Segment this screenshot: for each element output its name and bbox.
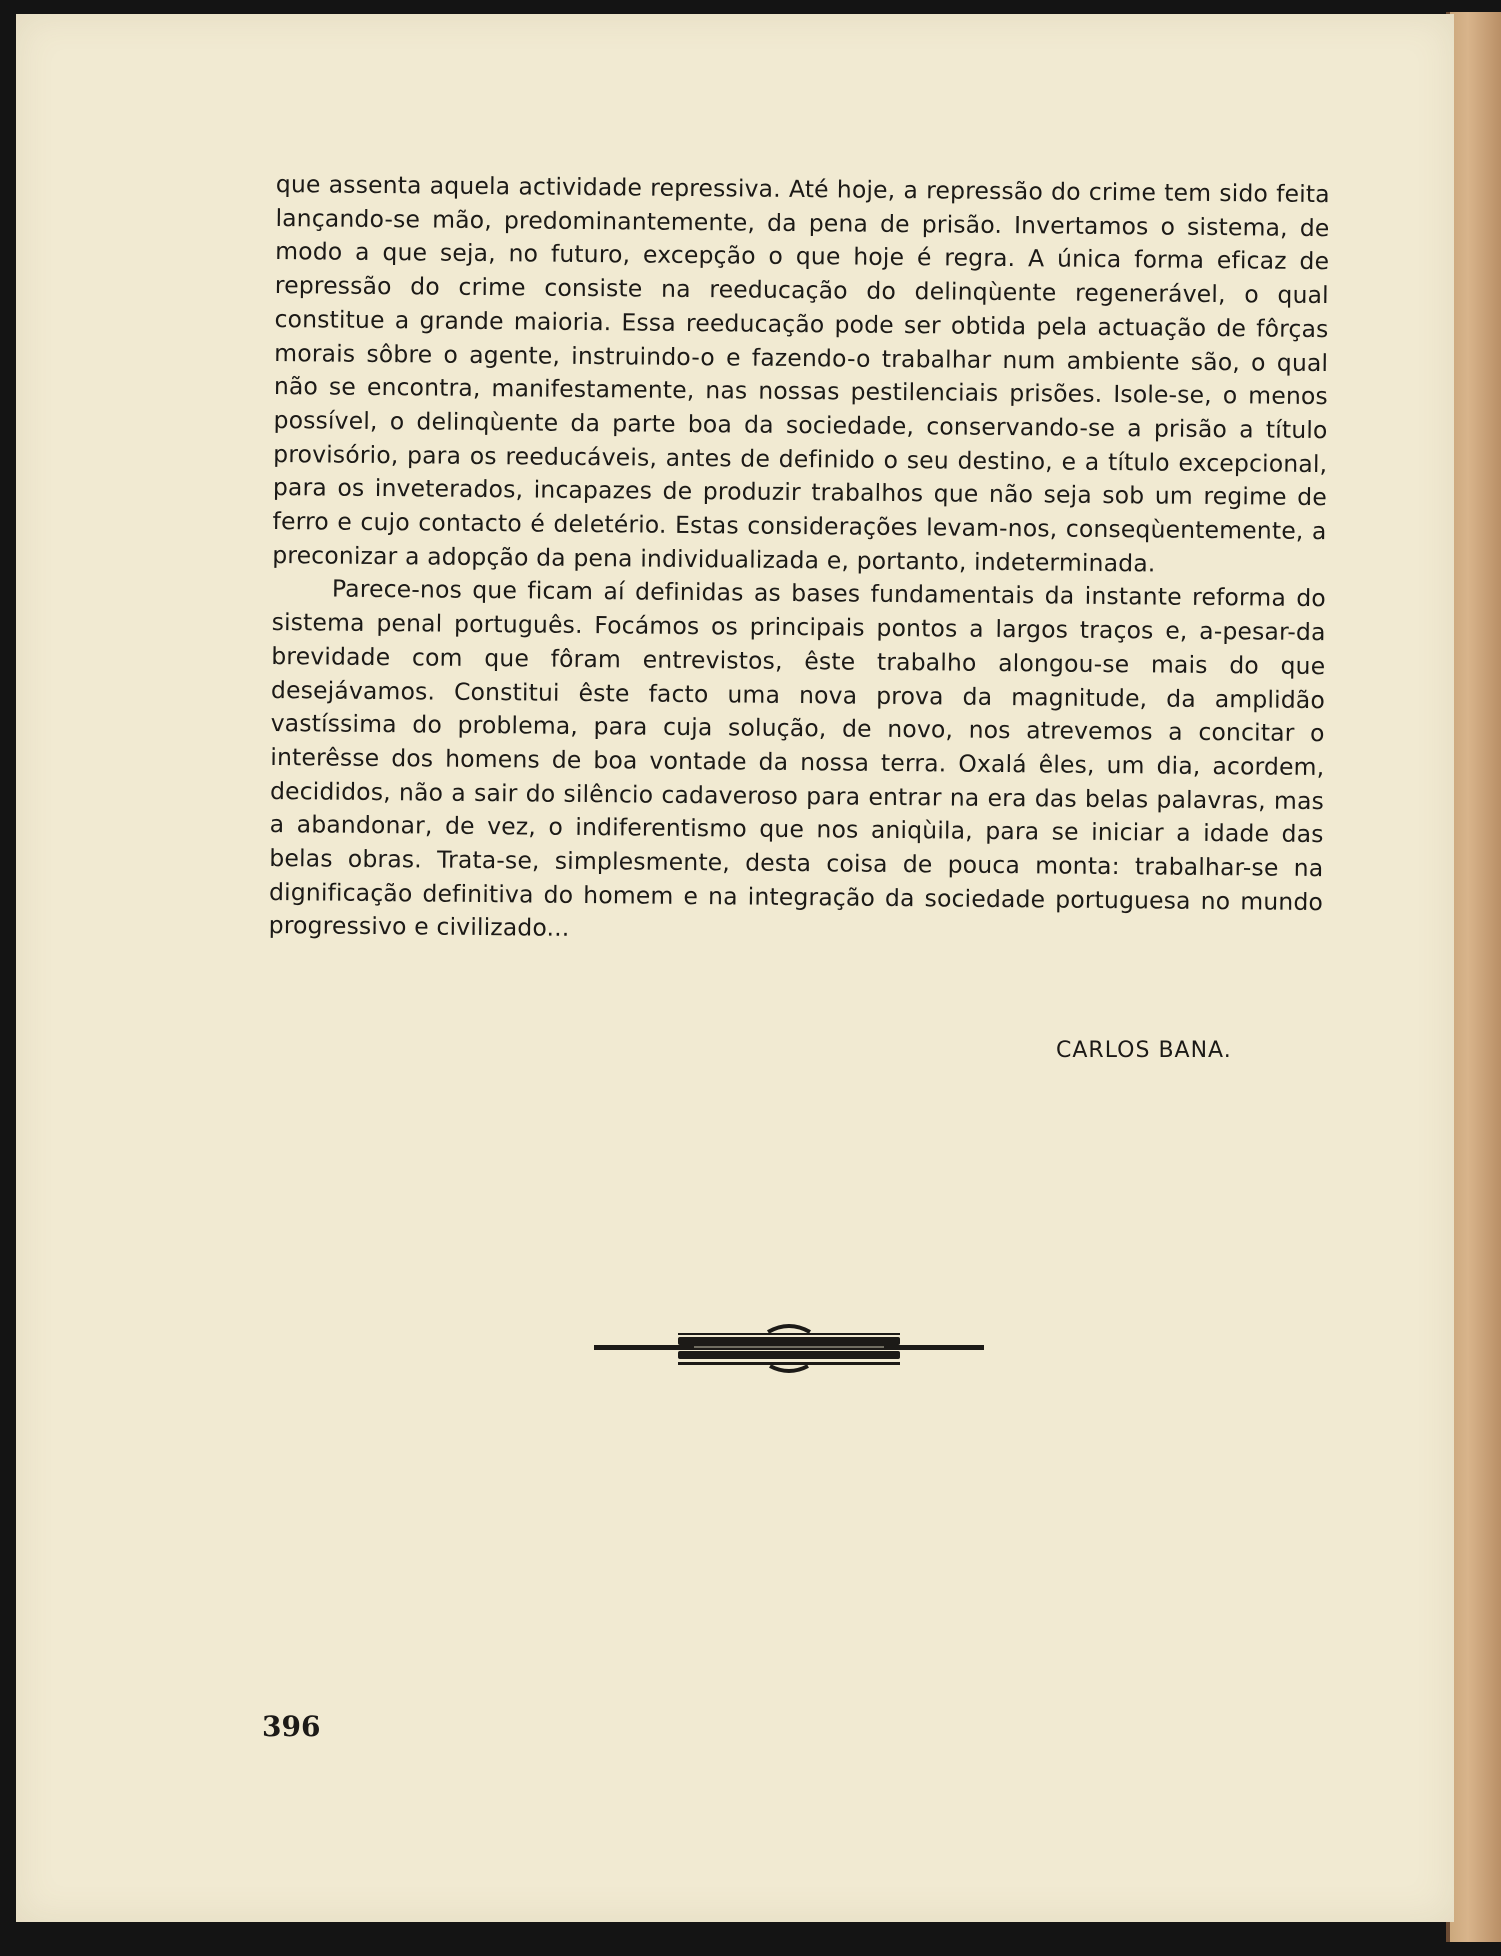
body-text: [269, 168, 1330, 953]
paragraph-1: que assenta aquela actividade repressiva. Até hoje, a repressão do crime tem sido feita lançando-se mão, predominantemente, da pena de prisão. Invertamos o sistema, de modo a que seja, no futuro, excepção o que hoje é regra. A única forma eficaz de repressão do crime consiste na reeducação do delinqùente regenerável, o qual constitue a grande maioria. Essa reeducação pode ser obtida pela actuação de fôrças morais sôbre o agente, instruindo-o e fazendo-o trabalhar num ambiente são, o qual não se encontra, manifestamente, nas nossas pestilenciais prisões. Isole-se, o menos possível, o delinqùente da parte boa da sociedade, conservando-se a prisão a título provisório, para os reeducáveis, antes de definido o seu destino, e a título excepcional, para os inveterados, incapazes de produzir trabalhos que não seja sob um regime de ferro e cujo contacto é deletério. Estas considerações levam-nos, conseqùentemente, a preconizar a adopção da pena individualizada e, portanto, indeterminada.: [272, 169, 1330, 578]
author-signature: CARLOS BANA.: [1056, 1038, 1232, 1063]
next-page-edge: [1446, 12, 1501, 1942]
paragraph-2: Parece-nos que ficam aí definidas as bases fundamentais da instante reforma do sistema penal português. Focámos os principais pontos a largos traços e, a-pesar-da brevidade com que fôram entrevistos, êste trabalho alongou-se mais do que desejávamos. Constitui êste facto uma nova prova da magnitude, da amplidão vastíssima do problema, para cuja solução, de novo, nos atrevemos a concitar o interêsse dos homens de boa vontade da nossa terra. Oxalá êles, um dia, acordem, decididos, não a sair do silêncio cadaveroso para entrar na era das belas palavras, mas a abandonar, de vez, o indiferentismo que nos aniqùila, para se iniciar a idade das belas obras. Trata-se, simplesmente, desta coisa de pouca monta: trabalhar-se na dignificação definitiva do homem e na integração da sociedade portuguesa no mundo progressivo e civilizado...: [268, 574, 1327, 943]
page-number: 396: [262, 1710, 321, 1743]
decorative-rule-ornament-icon: [594, 1318, 984, 1376]
